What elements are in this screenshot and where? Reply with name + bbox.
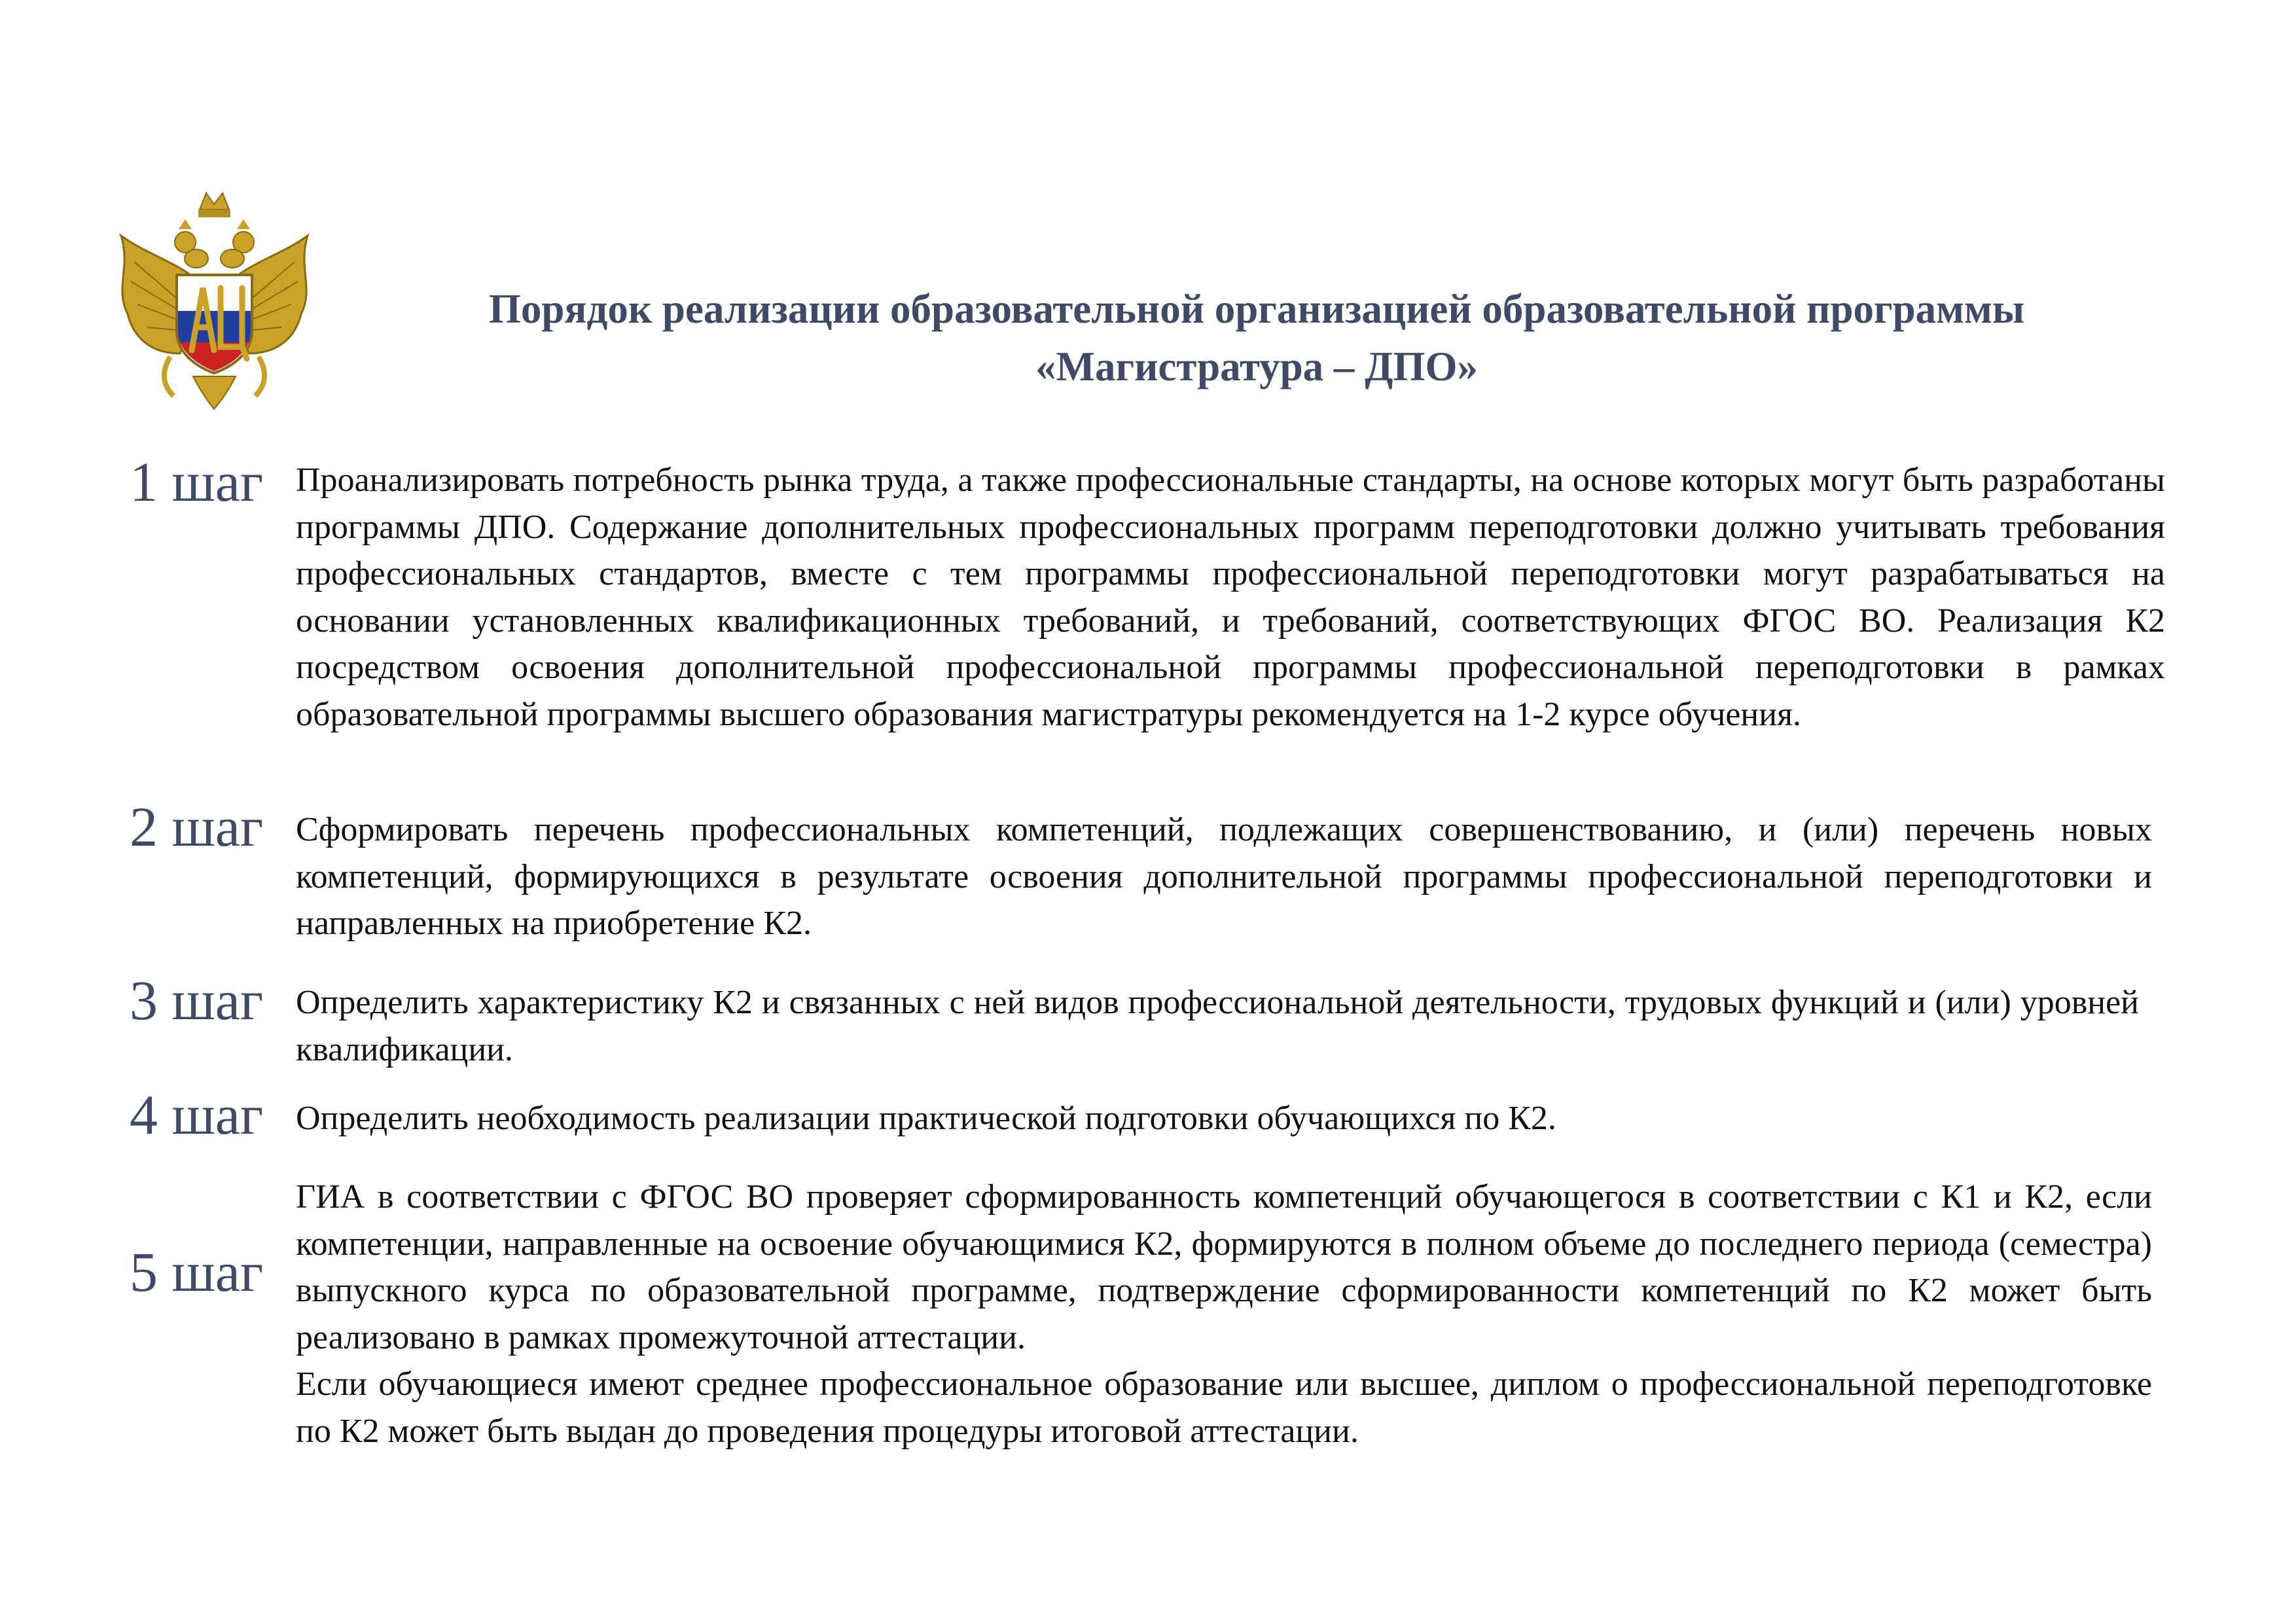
step-text-1 [296, 457, 2165, 738]
step-label-3: 3 шаг [130, 969, 264, 1032]
step-text-4 [296, 1095, 2152, 1142]
top-crown [200, 193, 229, 209]
step-3-paragraph: Определить характеристику К2 и связанных с ней видов профессиональной деятельности, трудовых функций и (или) уровней квалификации. [296, 984, 2139, 1068]
step-label-4: 4 шаг [130, 1083, 264, 1146]
step-5-paragraph-2: Если обучающиеся имеют среднее профессиональное образование или высшее, диплом о профессиональной переподготовке по К2 может быть выдан до проведения процедуры итоговой аттестации. [296, 1365, 2152, 1450]
step-4-paragraph: Определить необходимость реализации практической подготовки обучающихся по К2. [296, 1100, 1556, 1137]
coat-of-arms-emblem [108, 190, 321, 412]
step-label-5: 5 шаг [130, 1240, 264, 1303]
step-label-2: 2 шаг [130, 795, 264, 858]
step-1-paragraph: Проанализировать потребность рынка труда, а также профессиональные стандарты, на основе которых могут быть разработаны программы ДПО. Содержание дополнительных профессиональных программ переподготовки должно учитывать требования профессиональных стандартов, вместе с тем программы профессиональной переподготовки могут разрабатываться на основании установленных квалификационных требований, и требований, соответствующих ФГОС ВО. Реализация К2 посредством освоения дополнительной профессиональной программы профессиональной переподготовки в рамках образовательной программы высшего образования магистратуры рекомендуется на 1-2 курсе обучения. [296, 461, 2165, 733]
step-2-paragraph: Сформировать перечень профессиональных компетенций, подлежащих совершенствованию, и (или) перечень новых компетенций, формирующихся в результате освоения дополнительной программы профессиональной переподготовки и направленных на приобретение К2. [296, 811, 2152, 942]
step-5-paragraph-1: ГИА в соответствии с ФГОС ВО проверяет сформированность компетенций обучающегося в соответствии с К1 и К2, если компетенции, направленные на освоение обучающимися К2, формируются в полном объеме до последнего периода (семестра) выпускного курса по образовательной программе, подтверждение сформированности компетенций по К2 может быть реализовано в рамках промежуточной аттестации. [296, 1178, 2152, 1356]
step-label-1: 1 шаг [130, 450, 264, 513]
page-title-line-1: Порядок реализации образовательной организацией образовательной программы [488, 286, 2025, 332]
page-title [327, 280, 2186, 395]
step-text-3 [296, 979, 2139, 1073]
page-title-line-2: «Магистратура – ДПО» [1035, 344, 1478, 389]
step-text-2 [296, 806, 2152, 947]
step-text-5 [296, 1174, 2152, 1454]
